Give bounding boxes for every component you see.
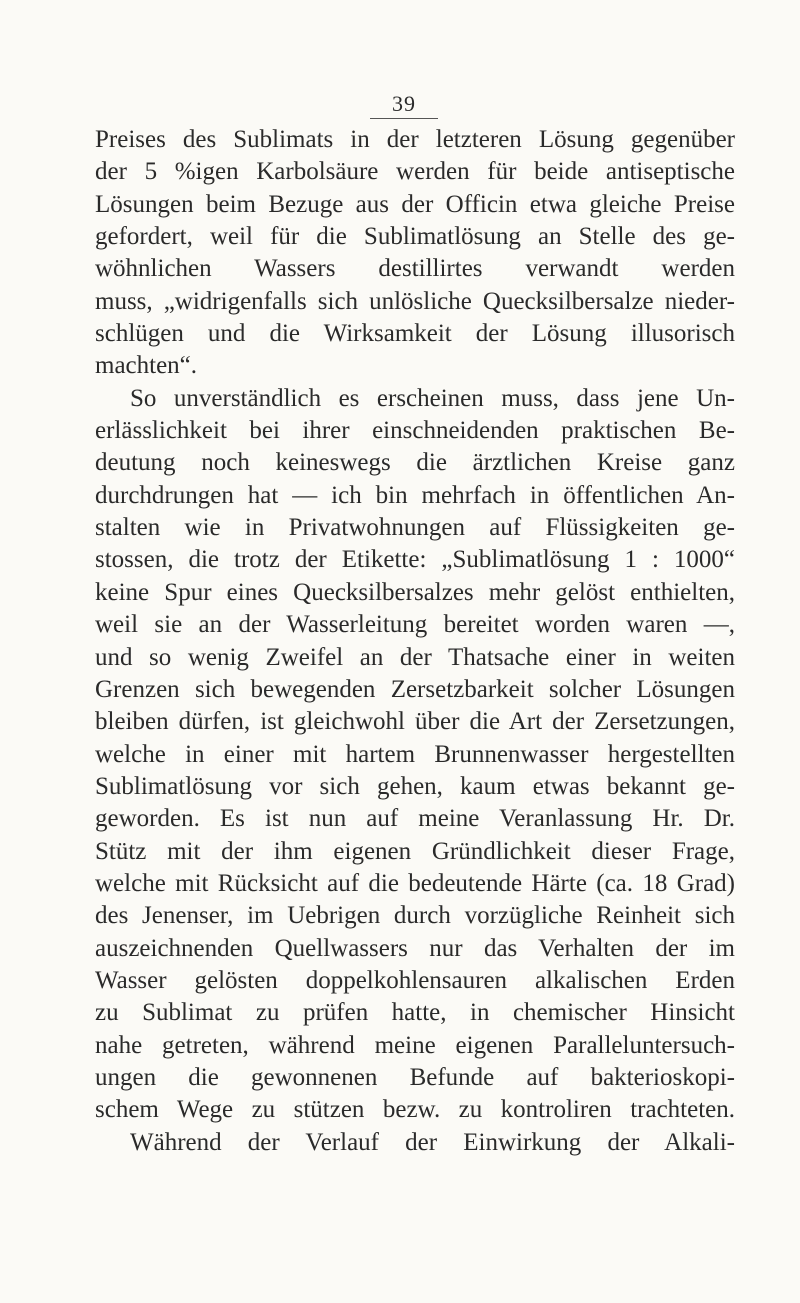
text-line: welche in einer mit hartem Brunnenwasser hergestellten xyxy=(95,740,735,768)
text-line: schlügen und die Wirksamkeit der Lösung illusorisch xyxy=(95,320,735,348)
text-line: Grenzen sich bewegenden Zersetzbarkeit solcher Lösungen xyxy=(95,675,735,703)
text-line: stossen, die trotz der Etikette: „Sublimatlösung 1 : 1000“ xyxy=(95,546,735,574)
text-line: zu Sublimat zu prüfen hatte, in chemischer Hinsicht xyxy=(95,999,735,1027)
text-line: schem Wege zu stützen bezw. zu kontroliren trachteten. xyxy=(95,1096,735,1124)
text-line: gefordert, weil für die Sublimatlösung an Stelle des ge- xyxy=(95,223,735,251)
text-line: wöhnlichen Wassers destillirtes verwandt werden xyxy=(95,255,735,283)
text-line: keine Spur eines Quecksilbersalzes mehr gelöst enthielten, xyxy=(95,578,735,606)
text-line: durchdrungen hat — ich bin mehrfach in öffentlichen An- xyxy=(95,481,735,509)
text-line: der 5 %igen Karbolsäure werden für beide antiseptische xyxy=(95,158,735,186)
text-line: und so wenig Zweifel an der Thatsache einer in weiten xyxy=(95,643,735,671)
text-line: Wasser gelösten doppelkohlensauren alkalischen Erden xyxy=(95,966,735,994)
text-line: auszeichnenden Quellwassers nur das Verhalten der im xyxy=(95,934,735,962)
text-line: welche mit Rücksicht auf die bedeutende Härte (ca. 18 Grad) xyxy=(95,869,735,897)
body-text xyxy=(95,124,735,1159)
text-line: nahe getreten, während meine eigenen Paralleluntersuch- xyxy=(95,1031,735,1059)
text-line: Lösungen beim Bezuge aus der Officin etwa gleiche Preise xyxy=(95,190,735,218)
text-line: Stütz mit der ihm eigenen Gründlichkeit dieser Frage, xyxy=(95,837,735,865)
text-line: So unverständlich es erscheinen muss, dass jene Un- xyxy=(130,384,735,412)
text-line: Sublimatlösung vor sich gehen, kaum etwas bekannt ge- xyxy=(95,772,735,800)
text-line: deutung noch keineswegs die ärztlichen Kreise ganz xyxy=(95,449,735,477)
text-line: geworden. Es ist nun auf meine Veranlassung Hr. Dr. xyxy=(95,805,735,833)
text-line: muss, „widrigenfalls sich unlösliche Quecksilbersalze nieder- xyxy=(95,287,735,315)
text-line: bleiben dürfen, ist gleichwohl über die Art der Zersetzungen, xyxy=(95,708,735,736)
page-number xyxy=(0,91,800,119)
text-line: machten“. xyxy=(95,352,198,380)
text-line: Preises des Sublimats in der letzteren Lösung gegenüber xyxy=(95,126,735,153)
text-line: stalten wie in Privatwohnungen auf Flüssigkeiten ge- xyxy=(95,514,735,542)
text-line: weil sie an der Wasserleitung bereitet worden waren —, xyxy=(95,611,735,639)
text-line: des Jenenser, im Uebrigen durch vorzügliche Reinheit sich xyxy=(95,902,735,930)
text-line: erlässlichkeit bei ihrer einschneidenden praktischen Be- xyxy=(95,417,735,445)
page-number-text: 39 xyxy=(370,91,438,119)
text-line: ungen die gewonnenen Befunde auf bakterioskopi- xyxy=(95,1063,735,1091)
text-line: Während der Verlauf der Einwirkung der Alkali- xyxy=(130,1128,735,1156)
